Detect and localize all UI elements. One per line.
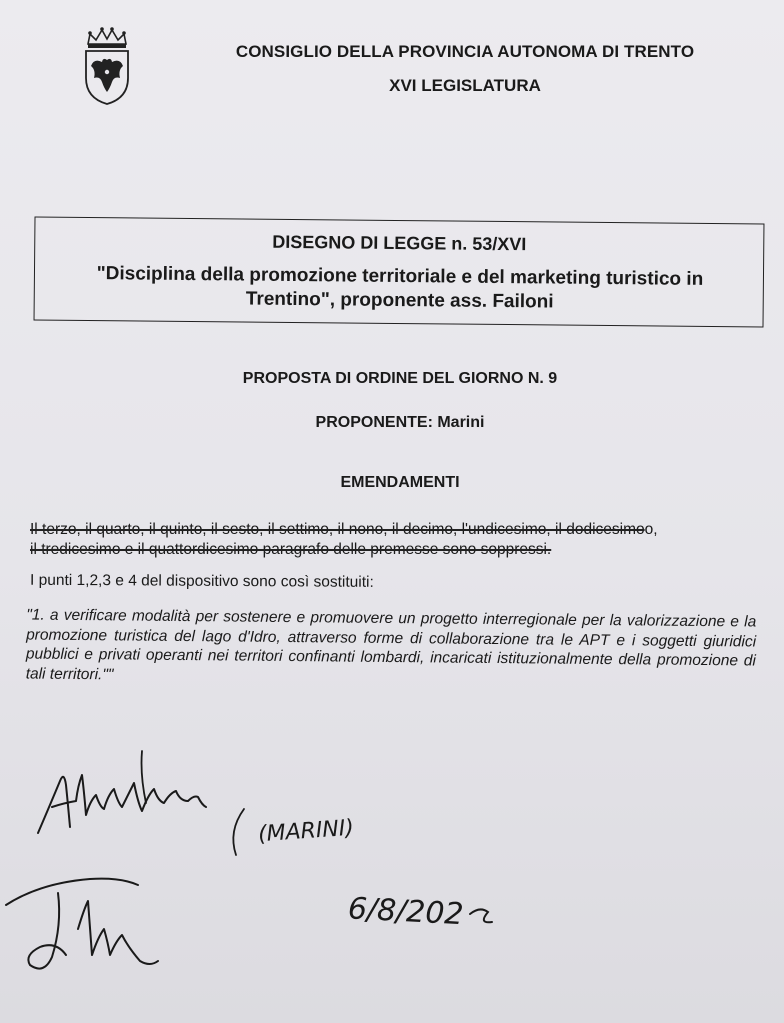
amendments-title: EMENDAMENTI	[340, 474, 460, 491]
institution-name: CONSIGLIO DELLA PROVINCIA AUTONOMA DI TRENTO	[235, 42, 695, 61]
proponent-label: PROPONENTE: Marini	[315, 414, 485, 431]
handwritten-date	[340, 880, 510, 940]
handwritten-date-text: 6/8/202	[347, 891, 465, 933]
handwritten-name: (MARINI)	[257, 815, 355, 848]
struck-text-2: il tredicesimo e il quattordicesimo paragrafo delle premesse sono soppressi.	[30, 541, 552, 558]
bill-box	[34, 216, 765, 327]
struck-line1-tail: o,	[644, 521, 658, 538]
order-title: PROPOSTA DI ORDINE DEL GIORNO N. 9	[242, 370, 558, 387]
bill-subtitle: "Disciplina della promozione territoriale e del marketing turistico in Trentino", proponente ass. Failoni	[96, 263, 704, 313]
trento-eagle-emblem-icon	[80, 26, 134, 106]
replacement-text: "1. a verificare modalità per sostenere e promuovere un progetto interregionale per la valorizzazione e la promozione turistica del lago d'Idro, attraverso forme di collaborazione tra le APT e i soggetti giuridici pubblici e privati operanti nei territori confinanti lombardi, incaricati istituzionalmente della promozione di tali territori.""	[25, 606, 757, 683]
handwritten-signature-2	[0, 865, 180, 995]
handwritten-signature-marini	[30, 745, 390, 865]
bill-title: DISEGNO DI LEGGE n. 53/XVI	[272, 231, 527, 255]
struck-paragraph-line2	[30, 541, 770, 559]
legislature-label: XVI LEGISLATURA	[389, 76, 541, 95]
struck-paragraph-line1	[30, 521, 770, 539]
struck-text-1: Il terzo, il quarto, il quinto, il sesto, il settimo, il nono, il decimo, l'undicesimo, il dodicesimo	[30, 521, 645, 538]
replacement-intro: I punti 1,2,3 e 4 del dispositivo sono così sostituiti:	[29, 571, 374, 591]
